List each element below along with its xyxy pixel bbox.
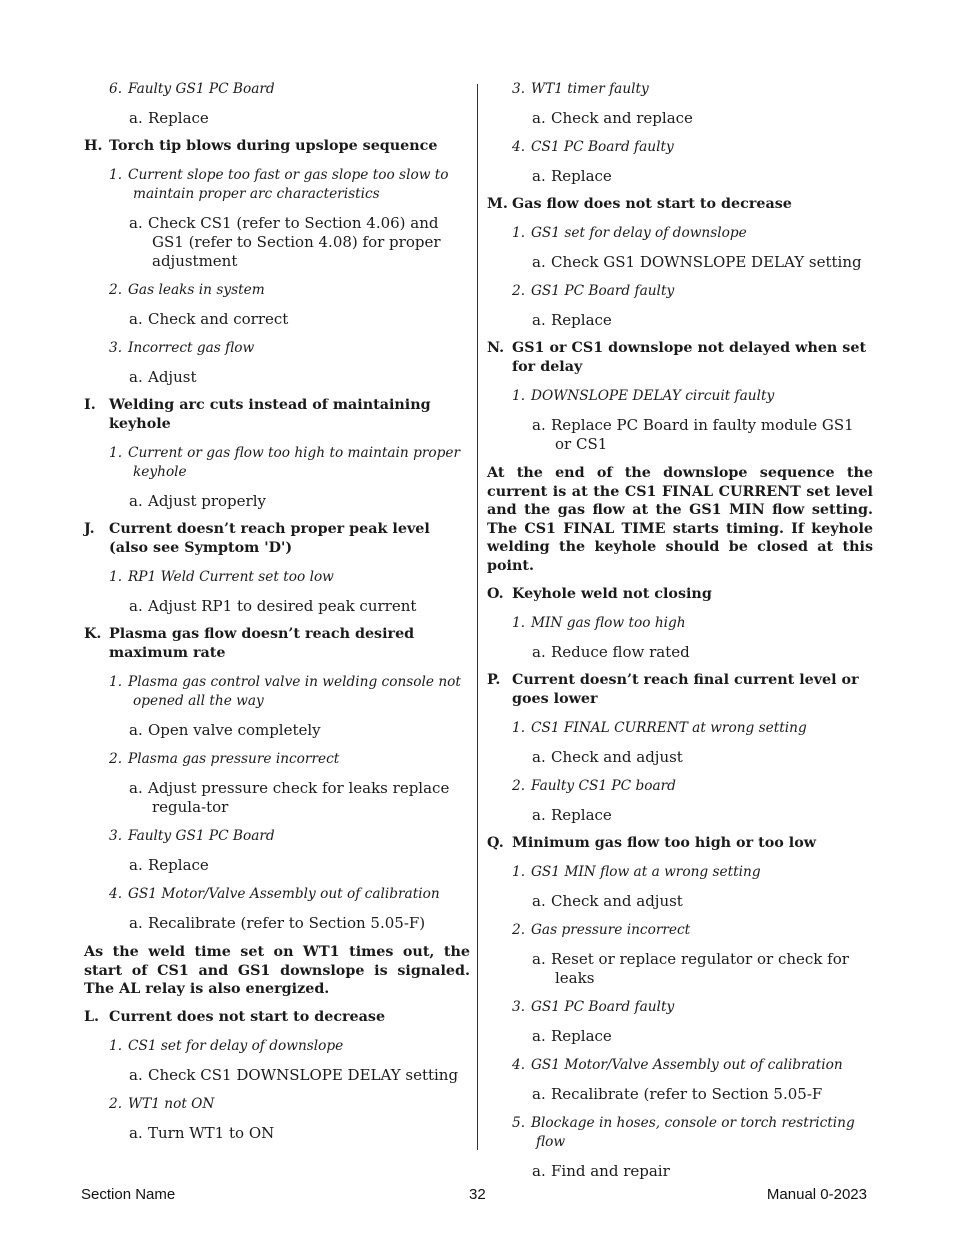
item-label: 1.: [512, 863, 526, 880]
item-label: 1.: [109, 674, 123, 690]
item-text: Welding arc cuts instead of maintaining keyhole: [109, 397, 431, 432]
remedy-item: [532, 311, 873, 330]
item-text: Adjust pressure check for leaks replace regula-tor: [148, 779, 450, 816]
remedy-item: [532, 806, 873, 825]
item-text: Faulty GS1 PC Board: [128, 828, 275, 844]
symptom-heading: [487, 195, 873, 214]
item-text: GS1 PC Board faulty: [531, 283, 675, 299]
remedy-item: [129, 721, 470, 740]
cause-item: [512, 998, 873, 1017]
left-column: [84, 80, 470, 1143]
item-label: a.: [532, 109, 546, 127]
cause-item: [109, 339, 470, 358]
item-label: a.: [129, 779, 143, 797]
item-label: a.: [129, 1065, 143, 1084]
item-label: 1.: [109, 569, 123, 585]
item-label: 2.: [512, 921, 526, 938]
item-label: 3.: [109, 828, 123, 844]
item-text: Adjust properly: [148, 492, 266, 510]
item-text: Replace: [148, 109, 209, 127]
column-divider: [477, 84, 478, 1150]
item-text: At the end of the downslope sequence the current is at the CS1 FINAL CURRENT set level and the gas flow at the GS1 MIN flow setting. The CS1 FINAL TIME starts timing. If keyhole welding the keyhole should be closed at this point.: [487, 465, 873, 574]
item-text: MIN gas flow too high: [531, 614, 686, 631]
cause-item: [109, 444, 470, 482]
cause-item: [109, 1095, 470, 1114]
item-text: Replace PC Board in faulty module GS1 or CS1: [551, 416, 854, 453]
item-label: N.: [487, 340, 505, 356]
remedy-item: [129, 368, 470, 387]
item-text: Replace: [551, 311, 612, 329]
item-text: Faulty GS1 PC Board: [128, 81, 275, 97]
item-text: Keyhole weld not closing: [512, 585, 712, 602]
cause-item: [109, 750, 470, 769]
symptom-heading: [487, 339, 873, 377]
remedy-item: [129, 597, 470, 616]
item-label: 1.: [512, 388, 526, 404]
item-label: a.: [532, 1026, 546, 1045]
item-text: WT1 timer faulty: [531, 81, 649, 97]
item-label: a.: [532, 167, 546, 185]
item-text: Reset or replace regulator or check for leaks: [551, 949, 849, 987]
item-label: a.: [129, 310, 143, 328]
item-label: 1.: [512, 225, 526, 241]
footer-manual-number: Manual 0-2023: [766, 1186, 867, 1203]
footer-page-number: 32: [469, 1186, 486, 1203]
item-text: Replace: [551, 805, 612, 824]
symptom-heading: [487, 585, 873, 604]
item-label: a.: [129, 368, 143, 386]
item-text: Current or gas flow too high to maintain proper keyhole: [128, 445, 461, 480]
item-label: a.: [129, 109, 143, 127]
item-label: 4.: [109, 886, 123, 902]
remedy-item: [532, 748, 873, 767]
cause-item: [512, 777, 873, 796]
remedy-item: [129, 914, 470, 933]
item-label: 3.: [109, 340, 123, 356]
item-label: a.: [532, 949, 546, 968]
remedy-item: [129, 109, 470, 128]
symptom-heading: [84, 396, 470, 434]
item-label: a.: [129, 721, 143, 739]
item-text: Current doesn’t reach final current level or goes lower: [512, 671, 859, 707]
item-label: L.: [84, 1008, 100, 1025]
remedy-item: [129, 856, 470, 875]
item-text: GS1 or CS1 downslope not delayed when set for delay: [512, 340, 867, 375]
item-label: 4.: [512, 139, 526, 155]
item-label: 3.: [512, 81, 526, 97]
item-label: 3.: [512, 998, 526, 1015]
remedy-item: [532, 1085, 873, 1104]
remedy-item: [532, 109, 873, 128]
remedy-item: [532, 253, 873, 272]
remedy-item: [129, 310, 470, 329]
item-text: Replace: [148, 856, 209, 874]
item-label: I.: [84, 397, 96, 413]
item-text: Adjust RP1 to desired peak current: [148, 597, 417, 615]
item-label: a.: [532, 1084, 546, 1103]
item-text: Plasma gas flow doesn’t reach desired maximum rate: [109, 626, 415, 661]
item-label: 2.: [512, 777, 526, 794]
sequence-note: [487, 464, 873, 576]
item-label: 2.: [512, 283, 526, 299]
item-label: P.: [487, 671, 501, 688]
item-label: Q.: [487, 834, 504, 851]
item-text: Open valve completely: [148, 721, 321, 739]
item-label: 1.: [109, 1037, 123, 1054]
symptom-heading: [84, 137, 470, 156]
item-text: Recalibrate (refer to Section 5.05-F: [551, 1084, 823, 1103]
item-text: GS1 set for delay of downslope: [531, 225, 747, 241]
item-text: Plasma gas control valve in welding console not opened all the way: [128, 674, 461, 709]
item-text: GS1 Motor/Valve Assembly out of calibration: [128, 886, 440, 902]
item-text: Check CS1 DOWNSLOPE DELAY setting: [148, 1065, 459, 1084]
cause-item: [109, 166, 470, 204]
cause-item: [512, 80, 873, 99]
item-text: CS1 PC Board faulty: [531, 139, 674, 155]
item-text: Current does not start to decrease: [109, 1008, 386, 1025]
item-text: Check and correct: [148, 310, 289, 328]
item-label: a.: [532, 642, 546, 661]
item-text: Torch tip blows during upslope sequence: [109, 138, 438, 154]
cause-item: [512, 224, 873, 243]
item-text: Turn WT1 to ON: [148, 1123, 275, 1142]
item-text: Current slope too fast or gas slope too slow to maintain proper arc characteristics: [128, 167, 449, 202]
sequence-note: [84, 943, 470, 999]
item-text: Plasma gas pressure incorrect: [128, 751, 340, 767]
item-text: Find and repair: [551, 1161, 670, 1180]
remedy-item: [129, 1066, 470, 1085]
cause-item: [109, 80, 470, 99]
item-text: Replace: [551, 1026, 612, 1045]
item-label: H.: [84, 138, 103, 154]
item-label: 6.: [109, 81, 123, 97]
remedy-item: [129, 1124, 470, 1143]
item-label: a.: [532, 805, 546, 824]
item-label: a.: [532, 253, 546, 271]
item-label: 1.: [109, 445, 123, 461]
item-label: a.: [532, 747, 546, 766]
item-text: Blockage in hoses, console or torch restricting flow: [531, 1114, 855, 1150]
cause-item: [512, 921, 873, 940]
item-text: As the weld time set on WT1 times out, the start of CS1 and GS1 downslope is signaled. The AL relay is also energized.: [84, 944, 470, 998]
item-label: J.: [84, 521, 95, 537]
item-label: a.: [532, 1161, 546, 1180]
remedy-item: [532, 892, 873, 911]
symptom-heading: [487, 834, 873, 853]
item-label: a.: [129, 214, 143, 232]
item-label: 2.: [109, 751, 123, 767]
cause-item: [109, 885, 470, 904]
remedy-item: [532, 643, 873, 662]
item-label: 4.: [512, 1056, 526, 1073]
item-label: 2.: [109, 1095, 123, 1112]
item-text: Replace: [551, 167, 612, 185]
item-text: RP1 Weld Current set too low: [128, 569, 334, 585]
item-text: GS1 PC Board faulty: [531, 998, 675, 1015]
item-text: Adjust: [148, 368, 197, 386]
item-text: GS1 MIN flow at a wrong setting: [531, 863, 761, 880]
cause-item: [512, 863, 873, 882]
item-text: Gas flow does not start to decrease: [512, 196, 792, 212]
item-text: Check and replace: [551, 109, 693, 127]
remedy-item: [532, 416, 873, 454]
remedy-item: [532, 167, 873, 186]
item-text: WT1 not ON: [128, 1095, 215, 1112]
item-text: CS1 set for delay of downslope: [128, 1037, 344, 1054]
cause-item: [512, 387, 873, 406]
symptom-heading: [84, 1008, 470, 1027]
item-label: 5.: [512, 1114, 526, 1131]
item-label: a.: [129, 914, 143, 932]
item-text: Current doesn’t reach proper peak level (also see Symptom 'D'): [109, 521, 430, 556]
item-label: a.: [532, 891, 546, 910]
cause-item: [109, 1037, 470, 1056]
item-text: Recalibrate (refer to Section 5.05-F): [148, 914, 426, 932]
right-column: [487, 80, 873, 1181]
item-label: O.: [487, 585, 504, 602]
item-label: a.: [129, 1123, 143, 1142]
remedy-item: [129, 214, 470, 271]
item-label: 1.: [512, 614, 526, 631]
item-label: 2.: [109, 282, 123, 298]
cause-item: [512, 614, 873, 633]
item-label: 1.: [109, 167, 123, 183]
cause-item: [109, 673, 470, 711]
cause-item: [109, 281, 470, 300]
cause-item: [512, 1114, 873, 1152]
cause-item: [512, 719, 873, 738]
item-text: GS1 Motor/Valve Assembly out of calibration: [531, 1056, 843, 1073]
item-text: CS1 FINAL CURRENT at wrong setting: [531, 719, 807, 736]
item-text: Check and adjust: [551, 891, 683, 910]
cause-item: [109, 827, 470, 846]
item-text: Minimum gas flow too high or too low: [512, 834, 817, 851]
item-text: Gas leaks in system: [128, 282, 265, 298]
item-label: a.: [129, 856, 143, 874]
remedy-item: [129, 779, 470, 817]
remedy-item: [129, 492, 470, 511]
item-label: 1.: [512, 719, 526, 736]
cause-item: [109, 568, 470, 587]
item-text: Check CS1 (refer to Section 4.06) and GS1 (refer to Section 4.08) for proper adjustment: [148, 214, 441, 270]
item-text: Check GS1 DOWNSLOPE DELAY setting: [551, 253, 862, 271]
remedy-item: [532, 1162, 873, 1181]
item-text: Incorrect gas flow: [128, 340, 255, 356]
item-label: a.: [129, 597, 143, 615]
item-label: a.: [532, 416, 546, 434]
item-text: Gas pressure incorrect: [531, 921, 691, 938]
footer-section-name: Section Name: [81, 1186, 176, 1203]
item-text: Reduce flow rated: [551, 642, 690, 661]
item-label: M.: [487, 196, 508, 212]
symptom-heading: [84, 625, 470, 663]
cause-item: [512, 138, 873, 157]
item-text: Check and adjust: [551, 747, 683, 766]
cause-item: [512, 1056, 873, 1075]
item-label: K.: [84, 626, 102, 642]
item-label: a.: [129, 492, 143, 510]
cause-item: [512, 282, 873, 301]
symptom-heading: [487, 671, 873, 709]
item-text: Faulty CS1 PC board: [531, 777, 676, 794]
item-label: a.: [532, 311, 546, 329]
symptom-heading: [84, 520, 470, 558]
remedy-item: [532, 1027, 873, 1046]
remedy-item: [532, 950, 873, 988]
item-text: DOWNSLOPE DELAY circuit faulty: [531, 388, 775, 404]
